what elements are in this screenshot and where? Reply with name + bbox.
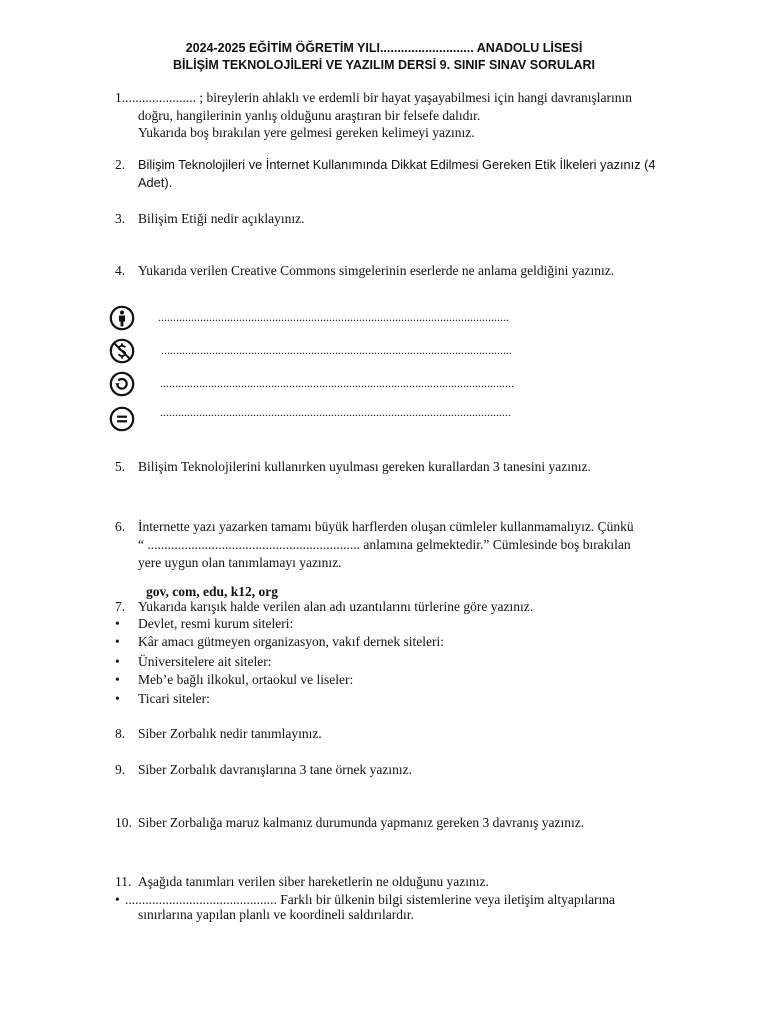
exam-title-line2: BİLİŞİM TEKNOLOJİLERİ VE YAZILIM DERSİ 9. SINIF SINAV SORULARI xyxy=(172,58,596,72)
attribution-icon xyxy=(109,305,135,331)
q10-text: Siber Zorbalığa maruz kalmanız durumunda yapmanız gereken 3 davranış yazınız. xyxy=(138,815,585,830)
q11-item-line1: ............................................. Farklı bir ülkenin bilgi sistemlerine veya iletişim altyapılarına xyxy=(125,892,616,907)
q8-text: Siber Zorbalık nedir tanımlayınız. xyxy=(138,726,322,741)
q9-text: Siber Zorbalık davranışlarına 3 tane örnek yazınız. xyxy=(138,762,413,777)
q11-text: Aşağıda tanımları verilen siber hareketlerin ne olduğunu yazınız. xyxy=(138,874,489,889)
noderivatives-icon xyxy=(109,406,135,432)
q6-line3: yere uygun olan tanımlamayı yazınız. xyxy=(138,555,342,570)
q7-bullet-1: Devlet, resmi kurum siteleri: xyxy=(138,616,294,631)
q11-number: 11. xyxy=(115,874,132,889)
bullet-icon: • xyxy=(115,672,120,687)
q6-line1: İnternette yazı yazarken tamamı büyük harflerden oluşan cümleler kullanmamalıyız. Çünkü xyxy=(138,519,634,534)
sharealike-icon xyxy=(109,371,135,397)
q1-line1: 1...................... ; bireylerin ahlaklı ve erdemli bir hayat yaşayabilmesi için hangi davranışlarının xyxy=(115,90,632,105)
q2-line1: Bilişim Teknolojileri ve İnternet Kullanımında Dikkat Edilmesi Gereken Etik İlkeleri yazınız (4 xyxy=(138,157,656,172)
q6-number: 6. xyxy=(115,519,126,534)
q4-answer-line-4[interactable]: ..................................................................................................................... xyxy=(160,405,511,419)
bullet-icon: • xyxy=(115,691,120,706)
q2-number: 2. xyxy=(115,157,126,172)
q10-number: 10. xyxy=(115,815,132,830)
q3-text: Bilişim Etiği nedir açıklayınız. xyxy=(138,211,305,226)
exam-title-line1: 2024-2025 EĞİTİM ÖĞRETİM YILI........................... ANADOLU LİSESİ xyxy=(185,41,583,55)
q1-line2: doğru, hangilerinin yanlış olduğunu araştıran bir felsefe dalıdır. xyxy=(138,108,481,123)
bullet-icon: • xyxy=(115,654,120,669)
noncommercial-icon xyxy=(109,338,135,364)
q3-number: 3. xyxy=(115,211,126,226)
q2-line2: Adet). xyxy=(138,175,173,190)
q4-number: 4. xyxy=(115,263,126,278)
q7-bullet-2: Kâr amacı gütmeyen organizasyon, vakıf dernek siteleri: xyxy=(138,634,445,649)
q8-number: 8. xyxy=(115,726,126,741)
bullet-icon: • xyxy=(115,892,120,907)
bullet-icon: • xyxy=(115,616,120,631)
q4-answer-line-2[interactable]: ..................................................................................................................... xyxy=(161,343,512,357)
q7-number: 7. xyxy=(115,599,126,614)
q7-bullet-5: Ticari siteler: xyxy=(138,691,210,706)
q7-bullet-4: Meb’e bağlı ilkokul, ortaokul ve liseler: xyxy=(138,672,354,687)
q5-text: Bilişim Teknolojilerini kullanırken uyulması gereken kurallardan 3 tanesini yazınız. xyxy=(138,459,591,474)
q1-line3: Yukarıda boş bırakılan yere gelmesi gereken kelimeyi yazınız. xyxy=(138,125,475,140)
q4-text: Yukarıda verilen Creative Commons simgelerinin eserlerde ne anlama geldiğini yazınız. xyxy=(138,263,615,278)
q4-answer-line-3[interactable]: ...................................................................................................................... xyxy=(160,376,514,390)
bullet-icon: • xyxy=(115,634,120,649)
q7-bullet-3: Üniversitelere ait siteler: xyxy=(138,654,272,669)
q6-line2: “ ............................................................... anlamına gelmektedir.” Cümlesinde boş bırakılan xyxy=(138,537,631,552)
domain-extensions: gov, com, edu, k12, org xyxy=(146,584,279,599)
q5-number: 5. xyxy=(115,459,126,474)
q4-answer-line-1[interactable]: ..................................................................................................................... xyxy=(158,310,509,324)
q7-text: Yukarıda karışık halde verilen alan adı uzantılarını türlerine göre yazınız. xyxy=(138,599,534,614)
q9-number: 9. xyxy=(115,762,126,777)
q11-item-line2: sınırlarına yapılan planlı ve koordineli saldırılardır. xyxy=(138,907,414,922)
